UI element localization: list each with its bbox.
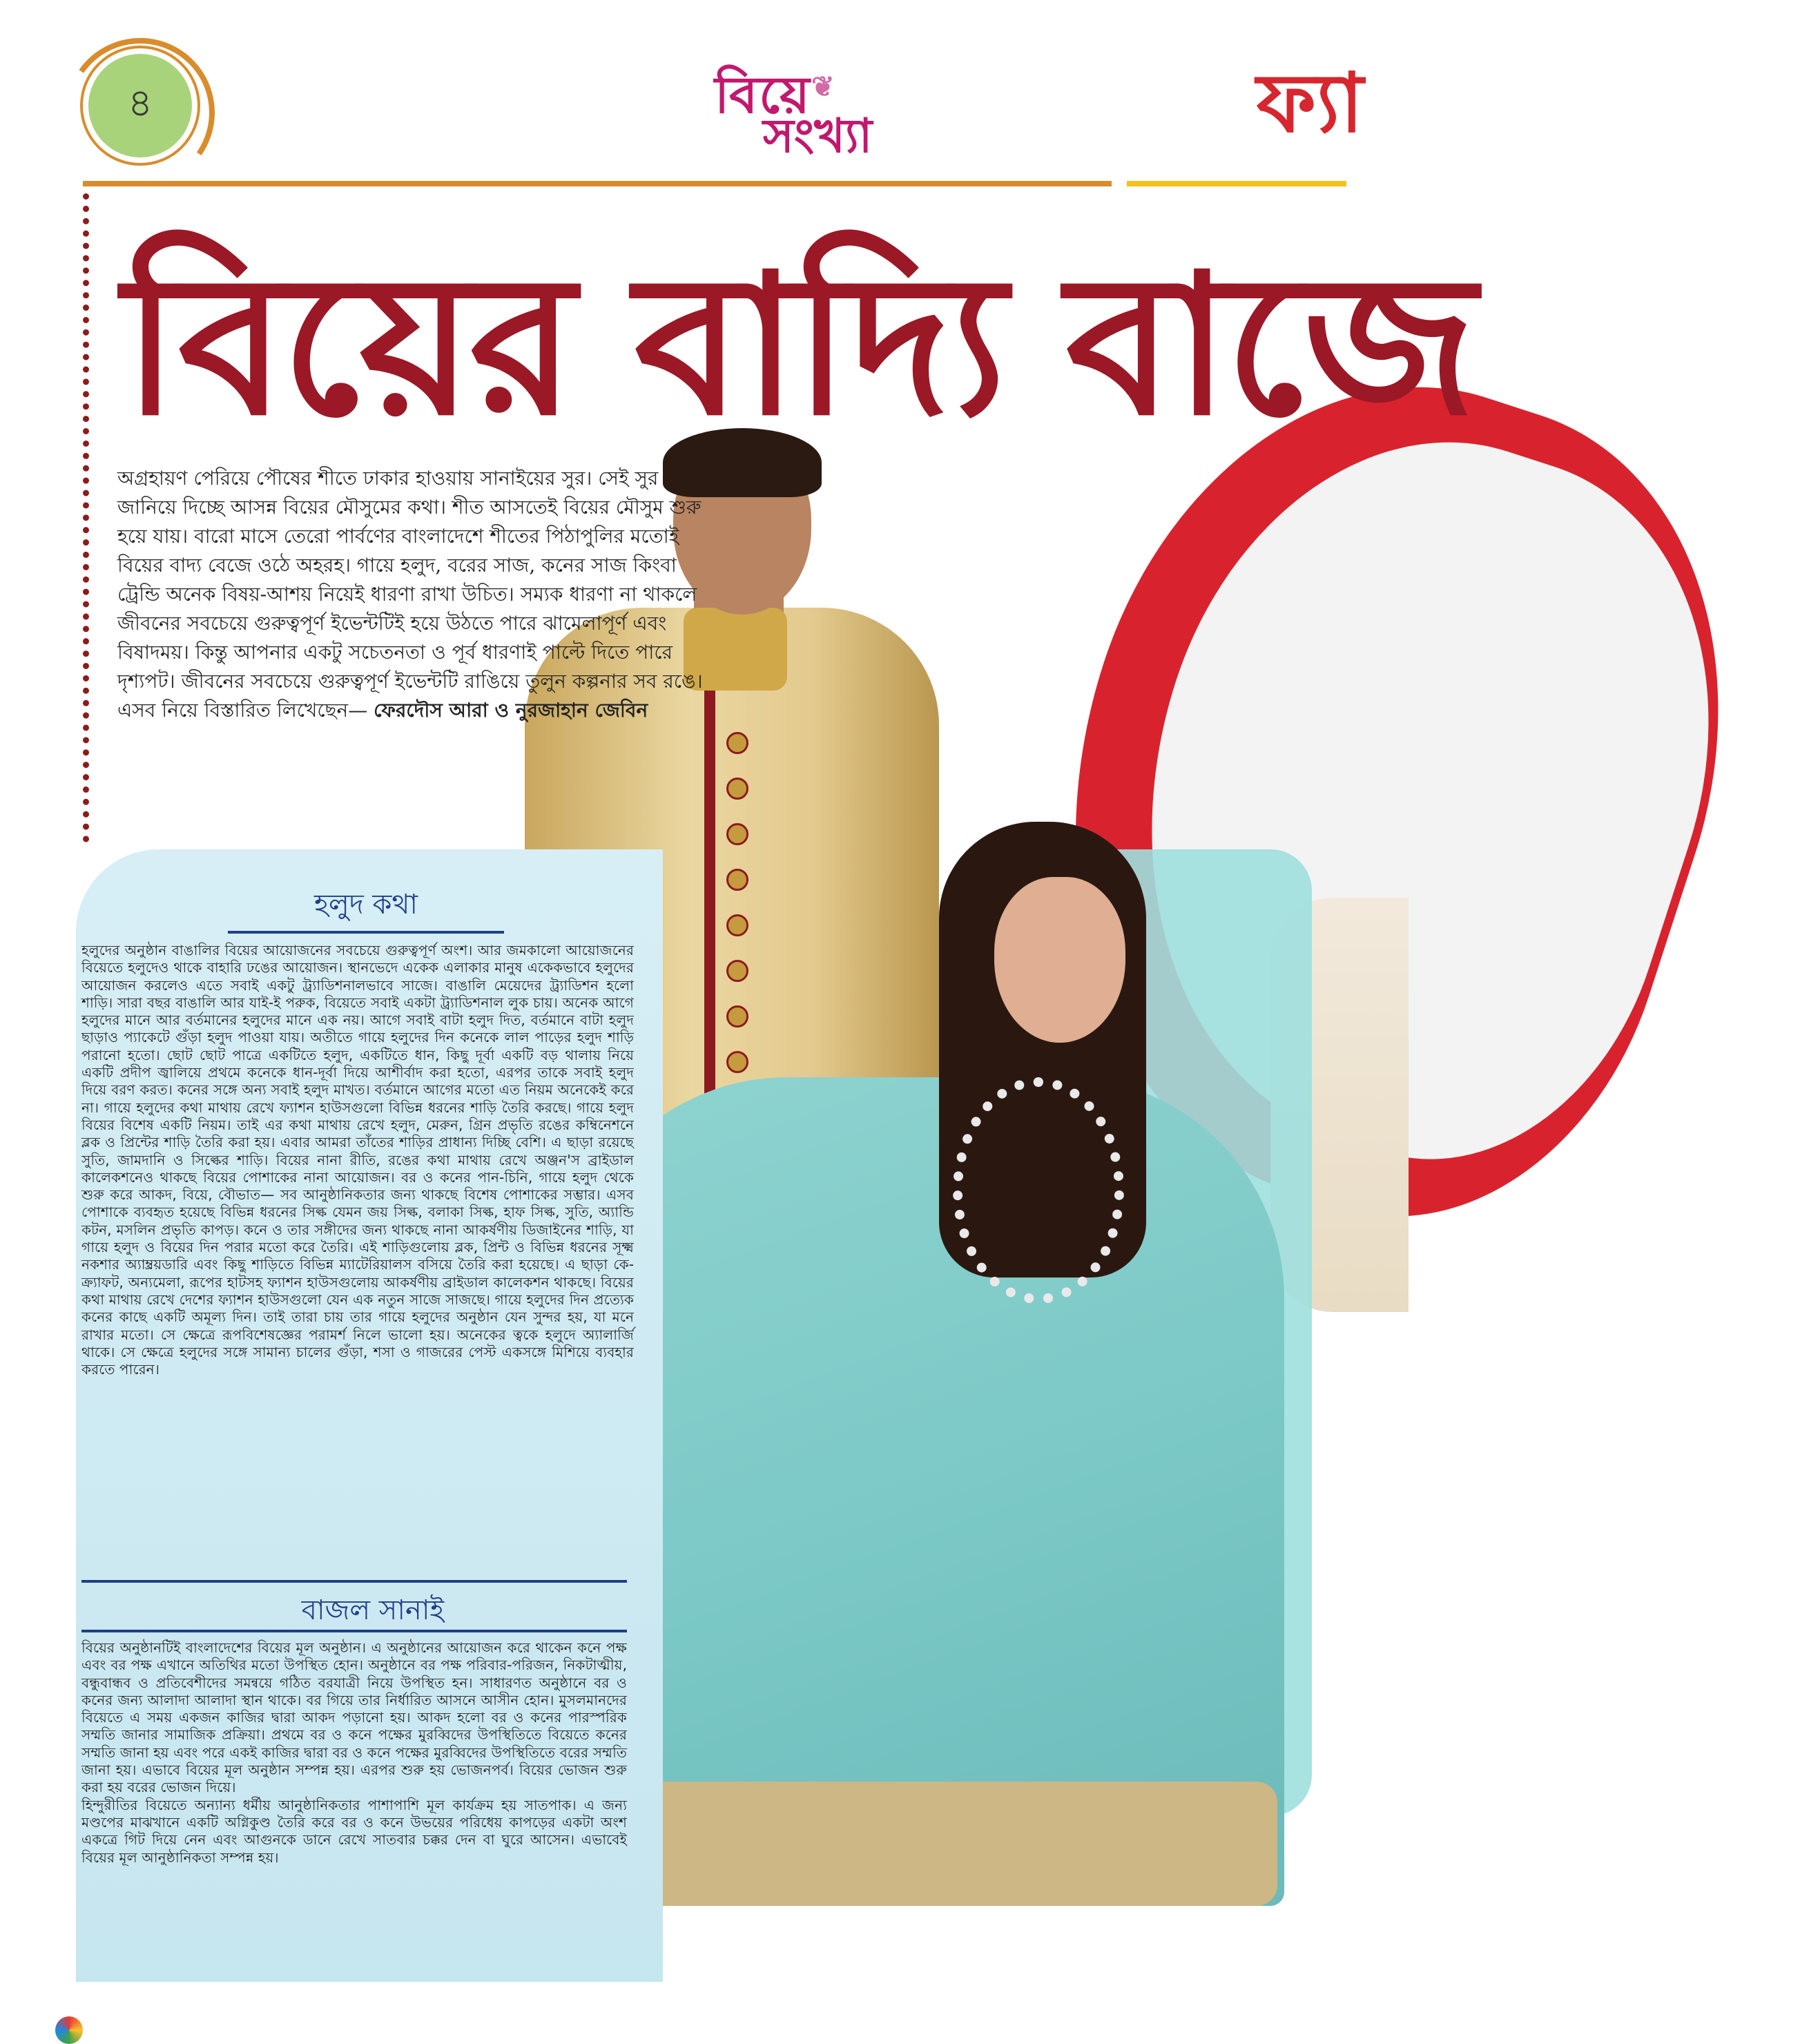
bride-embroidered-hem	[580, 1782, 1277, 1906]
page-number: ৪	[83, 48, 197, 163]
logo-line1: বিয়ে	[715, 66, 811, 125]
section-rule-bottom-sanai	[81, 1630, 627, 1632]
logo-line2: সংখ্যা	[763, 108, 873, 164]
bride-necklace	[953, 1077, 1124, 1304]
byline	[117, 696, 704, 725]
section-body-holud	[81, 942, 634, 1378]
holud-paragraph: হলুদের অনুষ্ঠান বাঙালির বিয়ের আয়োজনের সবচেয়ে গুরুত্বপূর্ণ অংশ। আর জমকালো আয়োজনের বিয়েতে হলুদেও থাকে বাহারি ঢঙের আয়োজন। স্থানভেদে একেক এলাকার মানুষ একেকভাবে হলুদের আয়োজন করলেও এতে সবাই একটু ট্র্যাডিশনালভাবে সাজে। বাঙালি মেয়েদের ট্র্যাডিশন হলো শাড়ি। সারা বছর বাঙালি আর যাই-ই পরুক, বিয়েতে সবাই একটা ট্র্যাডিশনাল লুক চায়। অনেক আগে হলুদের মানে আর বর্তমানের হলুদের মানে এক নয়। আগে সবাই বাটা হলুদ দিত, বর্তমানে বাটা হলুদ ছাড়াও প্যাকেটে গুঁড়া হলুদ পাওয়া যায়। অতীতে গায়ে হলুদের দিন কনেকে লাল পাড়ের হলুদ শাড়ি পরানো হতো। ছোট ছোট পাত্রে একটিতে হলুদ, একটিতে ধান, কিছু দূর্বা একটি বড় থালায় নিয়ে একটি প্রদীপ জ্বালিয়ে প্রথমে কনেকে ধান-দূর্বা দিয়ে আশীর্বাদ করা হতো, এরপর তাকে সবাই হলুদ দিয়ে বরণ করত। কনের সঙ্গে অন্য সবাই হলুদ মাখত। বর্তমানে আগের মতো এত নিয়ম অনেকেই করে না। গায়ে হলুদের কথা মাথায় রেখে ফ্যাশন হাউসগুলো বিভিন্ন ধরনের শাড়ি তৈরি করছে। গায়ে হলুদ বিয়ের বিশেষ একটি নিয়ম। তাই এর কথা মাথায় রেখে হলুদ, মেরুন, গ্রিন প্রভৃতি রঙের কম্বিনেশনে ব্লক ও প্রিন্টের শাড়ি তৈরি করা হয়। এবার আমরা তাঁতের শাড়ির প্রাধান্য দিচ্ছি বেশি। এ ছাড়া রয়েছে সুতি, জামদানি ও সিল্কের শাড়ি। বিয়ের নানা রীতি, রঙের কথা মাথায় রেখে অঞ্জন'স ব্রাইডাল কালেকশনেও থাকছে বিয়ের পোশাকের নানা আয়োজন। বর ও কনের পান-চিনি, গায়ে হলুদ থেকে শুরু করে আকদ, বিয়ে, বৌভাত— সব আনুষ্ঠানিকতার জন্য থাকছে বিশেষ পোশাকের সম্ভার। এসব পোশাকে ব্যবহৃত হয়েছে বিভিন্ন ধরনের সিল্ক যেমন জয় সিল্ক, বলাকা সিল্ক, হাফ সিল্ক, সুতি, অ্যান্ডি কটন, মসলিন প্রভৃতি কাপড়। কনে ও তার সঙ্গীদের জন্য থাকছে নানা আকর্ষণীয় ডিজাইনের শাড়ি, যা গায়ে হলুদ ও বিয়ের দিন পরার মতো করে তৈরি। এই শাড়িগুলোয় ব্লক, প্রিন্ট ও বিভিন্ন ধরনের সূক্ষ্ম নকশার অ্যাম্ব্রয়ডারি এবং কিছু শাড়িতে বিভিন্ন ম্যাটেরিয়ালস বসিয়ে তৈরি করা হয়েছে। এ ছাড়া কে-ক্র্যাফট, অন্যমেলা, রূপের হাটসহ ফ্যাশন হাউসগুলোয় আকর্ষণীয় ব্রাইডাল কালেকশন থাকছে। বিয়ের কথা মাথায় রেখে দেশের ফ্যাশন হাউসগুলো যেন এক নতুন সাজে সাজছে। গায়ে হলুদের দিন প্রত্যেক কনের কাছে একটি অমূল্য দিন। তাই তারা চায় তার গায়ে হলুদের অনুষ্ঠান যেন সুন্দর হয়, যা মনে রাখার মতো। সে ক্ষেত্রে রূপবিশেষজ্ঞের পরামর্শ নিলে ভালো হয়। অনেকের ত্বকে হলুদে অ্যালার্জি থাকে। সে ক্ষেত্রে হলুদের সঙ্গে সামান্য চালের গুঁড়া, শসা ও গাজরের পেস্ট একসঙ্গে মিশিয়ে ব্যবহার করতে পারেন।	[81, 942, 634, 1378]
byline-prefix: এসব নিয়ে বিস্তারিত লিখেছেন—	[117, 699, 368, 722]
sanai-paragraph-2: হিন্দুরীতির বিয়েতে অন্যান্য ধর্মীয় আনুষ্ঠানিকতার পাশাপাশি মূল কার্যক্রম হয় সাতপাক। এ জন্য মণ্ডপের মাঝখানে একটি অগ্নিকুণ্ড তৈরি করে বর ও কনে উভয়ের পরিধেয় কাপড়ের একটা অংশ একত্রে গিট দিয়ে নেন এবং আগুনকে ডানে রেখে সাতবার চক্কর দেন বা ঘুরে আসেন। এভাবেই বিয়ের মূল আনুষ্ঠানিকতা সম্পন্ন হয়।	[81, 1796, 627, 1866]
section-tag: ফ্যা	[1257, 55, 1364, 151]
magazine-logo	[697, 57, 904, 164]
section-rule-top-sanai	[81, 1580, 627, 1583]
swirl-icon: ❦	[811, 70, 835, 103]
sanai-paragraph-1: বিয়ের অনুষ্ঠানটিই বাংলাদেশের বিয়ের মূল অনুষ্ঠান। এ অনুষ্ঠানের আয়োজন করে থাকেন কনে পক্ষ এবং বর পক্ষ এখানে অতিথির মতো উপস্থিত হোন। অনুষ্ঠানে বর পক্ষ পরিবার-পরিজন, নিকটাত্মীয়, বন্ধুবান্ধব ও প্রতিবেশীদের সমন্বয়ে গঠিত বরযাত্রী নিয়ে উপস্থিত হন। সাধারণত অনুষ্ঠানে বর ও কনের জন্য আলাদা আলাদা স্থান থাকে। বর গিয়ে তার নির্ধারিত আসনে আসীন হোন। মুসলমানদের বিয়েতে এ সময় একজন কাজির দ্বারা আকদ পড়ানো হয়। আকদ হলো বর ও কনের পারস্পরিক সম্মতি জানার সামাজিক প্রক্রিয়া। প্রথমে বর ও কনে পক্ষের মুরব্বিদের উপস্থিতিতে বিয়েতে কনের সম্মতি জানা হয় এবং পরে একই কাজির দ্বারা বর ও কনে পক্ষের মুরব্বিদের উপস্থিতিতে বরের সম্মতি জানা হয়। এভাবে বিয়ের মূল অনুষ্ঠান সম্পন্ন হয়। এরপর শুরু হয় ভোজনপর্ব। বিয়ের ভোজন শুরু করা হয় বরের ভোজন দিয়ে।	[81, 1639, 627, 1796]
byline-authors: ফেরদৌস আরা ও নুরজাহান জেবিন	[374, 699, 648, 722]
header-rule	[83, 181, 1112, 186]
header-rule-accent	[1127, 181, 1346, 186]
intro-text: অগ্রহায়ণ পেরিয়ে পৌষের শীতে ঢাকার হাওয়ায় সানাইয়ের সুর। সেই সুর জানিয়ে দিচ্ছে আসন্ন বিয়ের মৌসুমের কথা। শীত আসতেই বিয়ের মৌসুম শুরু হয়ে যায়। বারো মাসে তেরো পার্বণের বাংলাদেশে শীতের পিঠাপুলির মতোই বিয়ের বাদ্য বেজে ওঠে অহরহ। গায়ে হলুদ, বরের সাজ, কনের সাজ কিংবা ট্রেন্ডি অনেক বিষয়-আশয় নিয়েই ধারণা রাখা উচিত। সম্যক ধারণা না থাকলে জীবনের সবচেয়ে গুরুত্বপূর্ণ ইভেন্টটিই হয়ে উঠতে পারে ঝামেলাপূর্ণ এবং বিষাদময়। কিন্তু আপনার একটু সচেতনতা ও পূর্ব ধারণাই পাল্টে দিতে পারে দৃশ্যপট। জীবনের সবচেয়ে গুরুত্বপূর্ণ ইভেন্টটি রাঙিয়ে তুলুন কল্পনার সব রঙে।	[117, 467, 703, 693]
registration-mark-icon	[55, 2016, 83, 2044]
intro	[117, 464, 704, 725]
dotted-divider	[83, 193, 89, 842]
section-title-holud: হলুদ কথা	[313, 889, 418, 920]
headline: বিয়ের বাদ্যি বাজে	[123, 231, 1472, 459]
section-rule-holud	[228, 931, 504, 934]
section-body-sanai	[81, 1639, 627, 1867]
bride-face	[994, 877, 1125, 1043]
section-title-sanai: বাজল সানাই	[301, 1594, 445, 1626]
